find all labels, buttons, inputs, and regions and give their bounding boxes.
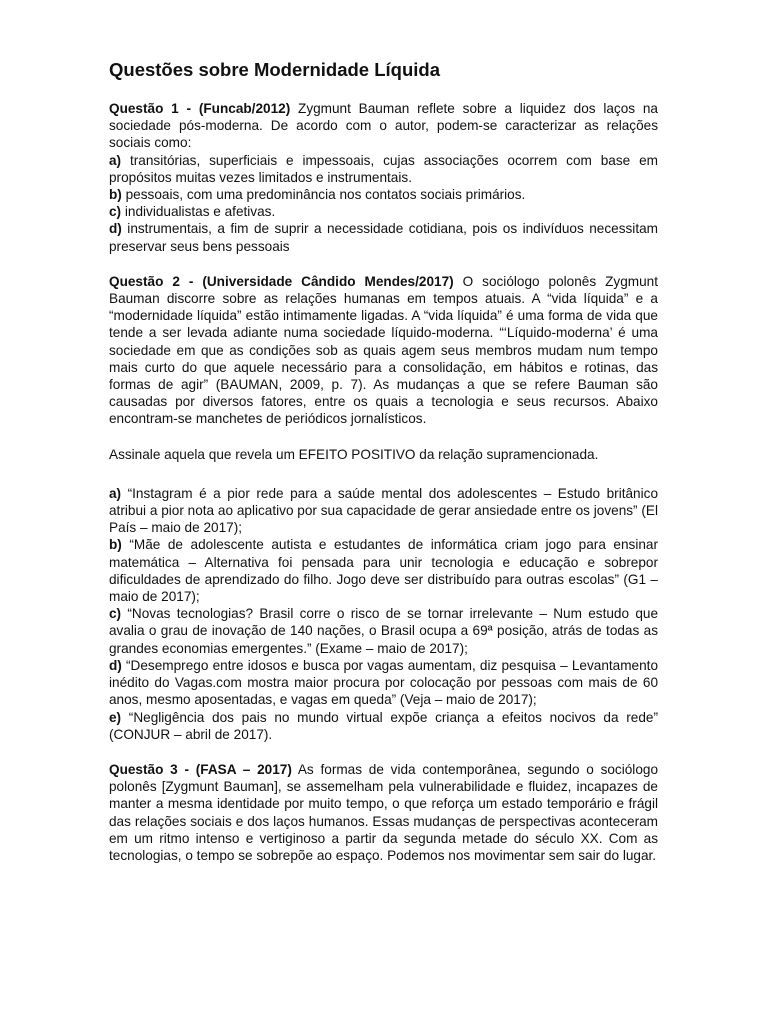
question-2-stem [109, 273, 658, 428]
question-1-stem [109, 100, 658, 152]
question-1-text: Zygmunt Bauman reflete sobre a liquidez dos laços na sociedade pós-moderna. De acordo com o autor, podem-se caracterizar as relações sociais como: [109, 101, 658, 151]
question-2-option-b: b) “Mãe de adolescente autista e estudantes de informática criam jogo para ensinar matemática – Alternativa foi pensada para unir tecnologia e educação e sobrepor dificuldades de aprendizado do filho. Jogo deve ser distribuído para outras escolas” (G1 – maio de 2017); [109, 537, 658, 605]
document-body [109, 58, 658, 864]
question-3-stem [109, 761, 658, 864]
question-3 [109, 761, 658, 864]
question-2-option-a: a) “Instagram é a pior rede para a saúde mental dos adolescentes – Estudo britânico atribui a pior nota ao aplicativo por sua capacidade de gerar ansiedade entre os jovens” (El País – maio de 2017); [109, 485, 658, 536]
question-2-option-c: c) “Novas tecnologias? Brasil corre o risco de se tornar irrelevante – Num estudo que avalia o grau de inovação de 140 nações, o Brasil ocupa a 69ª posição, atrás de todas as grandes economias emergentes.” (Exame – maio de 2017); [109, 606, 658, 656]
question-1-option-c: c) individualistas e afetivas. [109, 204, 276, 220]
question-1-option-b: b) pessoais, com uma predominância nos contatos sociais primários. [109, 187, 526, 203]
question-2 [109, 273, 658, 743]
question-2-text: O sociólogo polonês Zygmunt Bauman discorre sobre as relações humanas em tempos atuais. A “vida líquida” e a “modernidade líquida” estão intimamente ligadas. A “vida líquida” é uma forma de vida que tende a ser levada adiante numa sociedade líquido-moderna. “‘Líquido-moderna’ é uma sociedade em que as condições sob as quais agem seus membros mudam num tempo mais curto do que aquele necessário para a consolidação, em hábitos e rotinas, das formas de agir” (BAUMAN, 2009, p. 7). As mudanças a que se refere Bauman são causadas por diversos fatores, entre os quais a tecnologia e seus recursos. Abaixo encontram-se manchetes de periódicos jornalísticos. [109, 273, 658, 427]
question-2-option-e: e) “Negligência dos pais no mundo virtual expõe criança a efeitos nocivos da rede” (CONJUR – abril de 2017). [109, 709, 658, 742]
question-2-option-d: d) “Desemprego entre idosos e busca por vagas aumentam, diz pesquisa – Levantamento inédito do Vagas.com mostra maior procura por colocação por pessoas com mais de 60 anos, mesmo aposentadas, e vagas em queda” (Veja – maio de 2017); [109, 657, 658, 708]
question-1-heading: Questão 1 - (Funcab/2012) [109, 101, 291, 116]
question-2-instruction: Assinale aquela que revela um EFEITO POSITIVO da relação supramencionada. [109, 446, 599, 462]
question-3-heading: Questão 3 - (FASA – 2017) [109, 761, 292, 777]
question-1-option-d: d) instrumentais, a fim de suprir a necessidade cotidiana, pois os indivíduos necessitam preservar seus bens pessoais [109, 221, 658, 254]
question-1-option-a: a) transitórias, superficiais e impessoais, cujas associações ocorrem com base em propósitos muitas vezes limitados e instrumentais. [109, 152, 658, 185]
question-2-heading: Questão 2 - (Universidade Cândido Mendes/2017) [109, 273, 454, 289]
question-3-text: As formas de vida contemporânea, segundo o sociólogo polonês [Zygmunt Bauman], se assemelham pela vulnerabilidade e fluidez, incapazes de manter a mesma identidade por muito tempo, o que reforça um estado temporário e frágil das relações sociais e dos laços humanos. Essas mudanças de perspectivas aconteceram em um ritmo intenso e vertiginoso a partir da segunda metade do século XX. Com as tecnologias, o tempo se sobrepõe ao espaço. Podemos nos movimentar sem sair do lugar. [109, 761, 659, 863]
question-1 [109, 100, 658, 255]
page-title: Questões sobre Modernidade Líquida [109, 59, 440, 80]
